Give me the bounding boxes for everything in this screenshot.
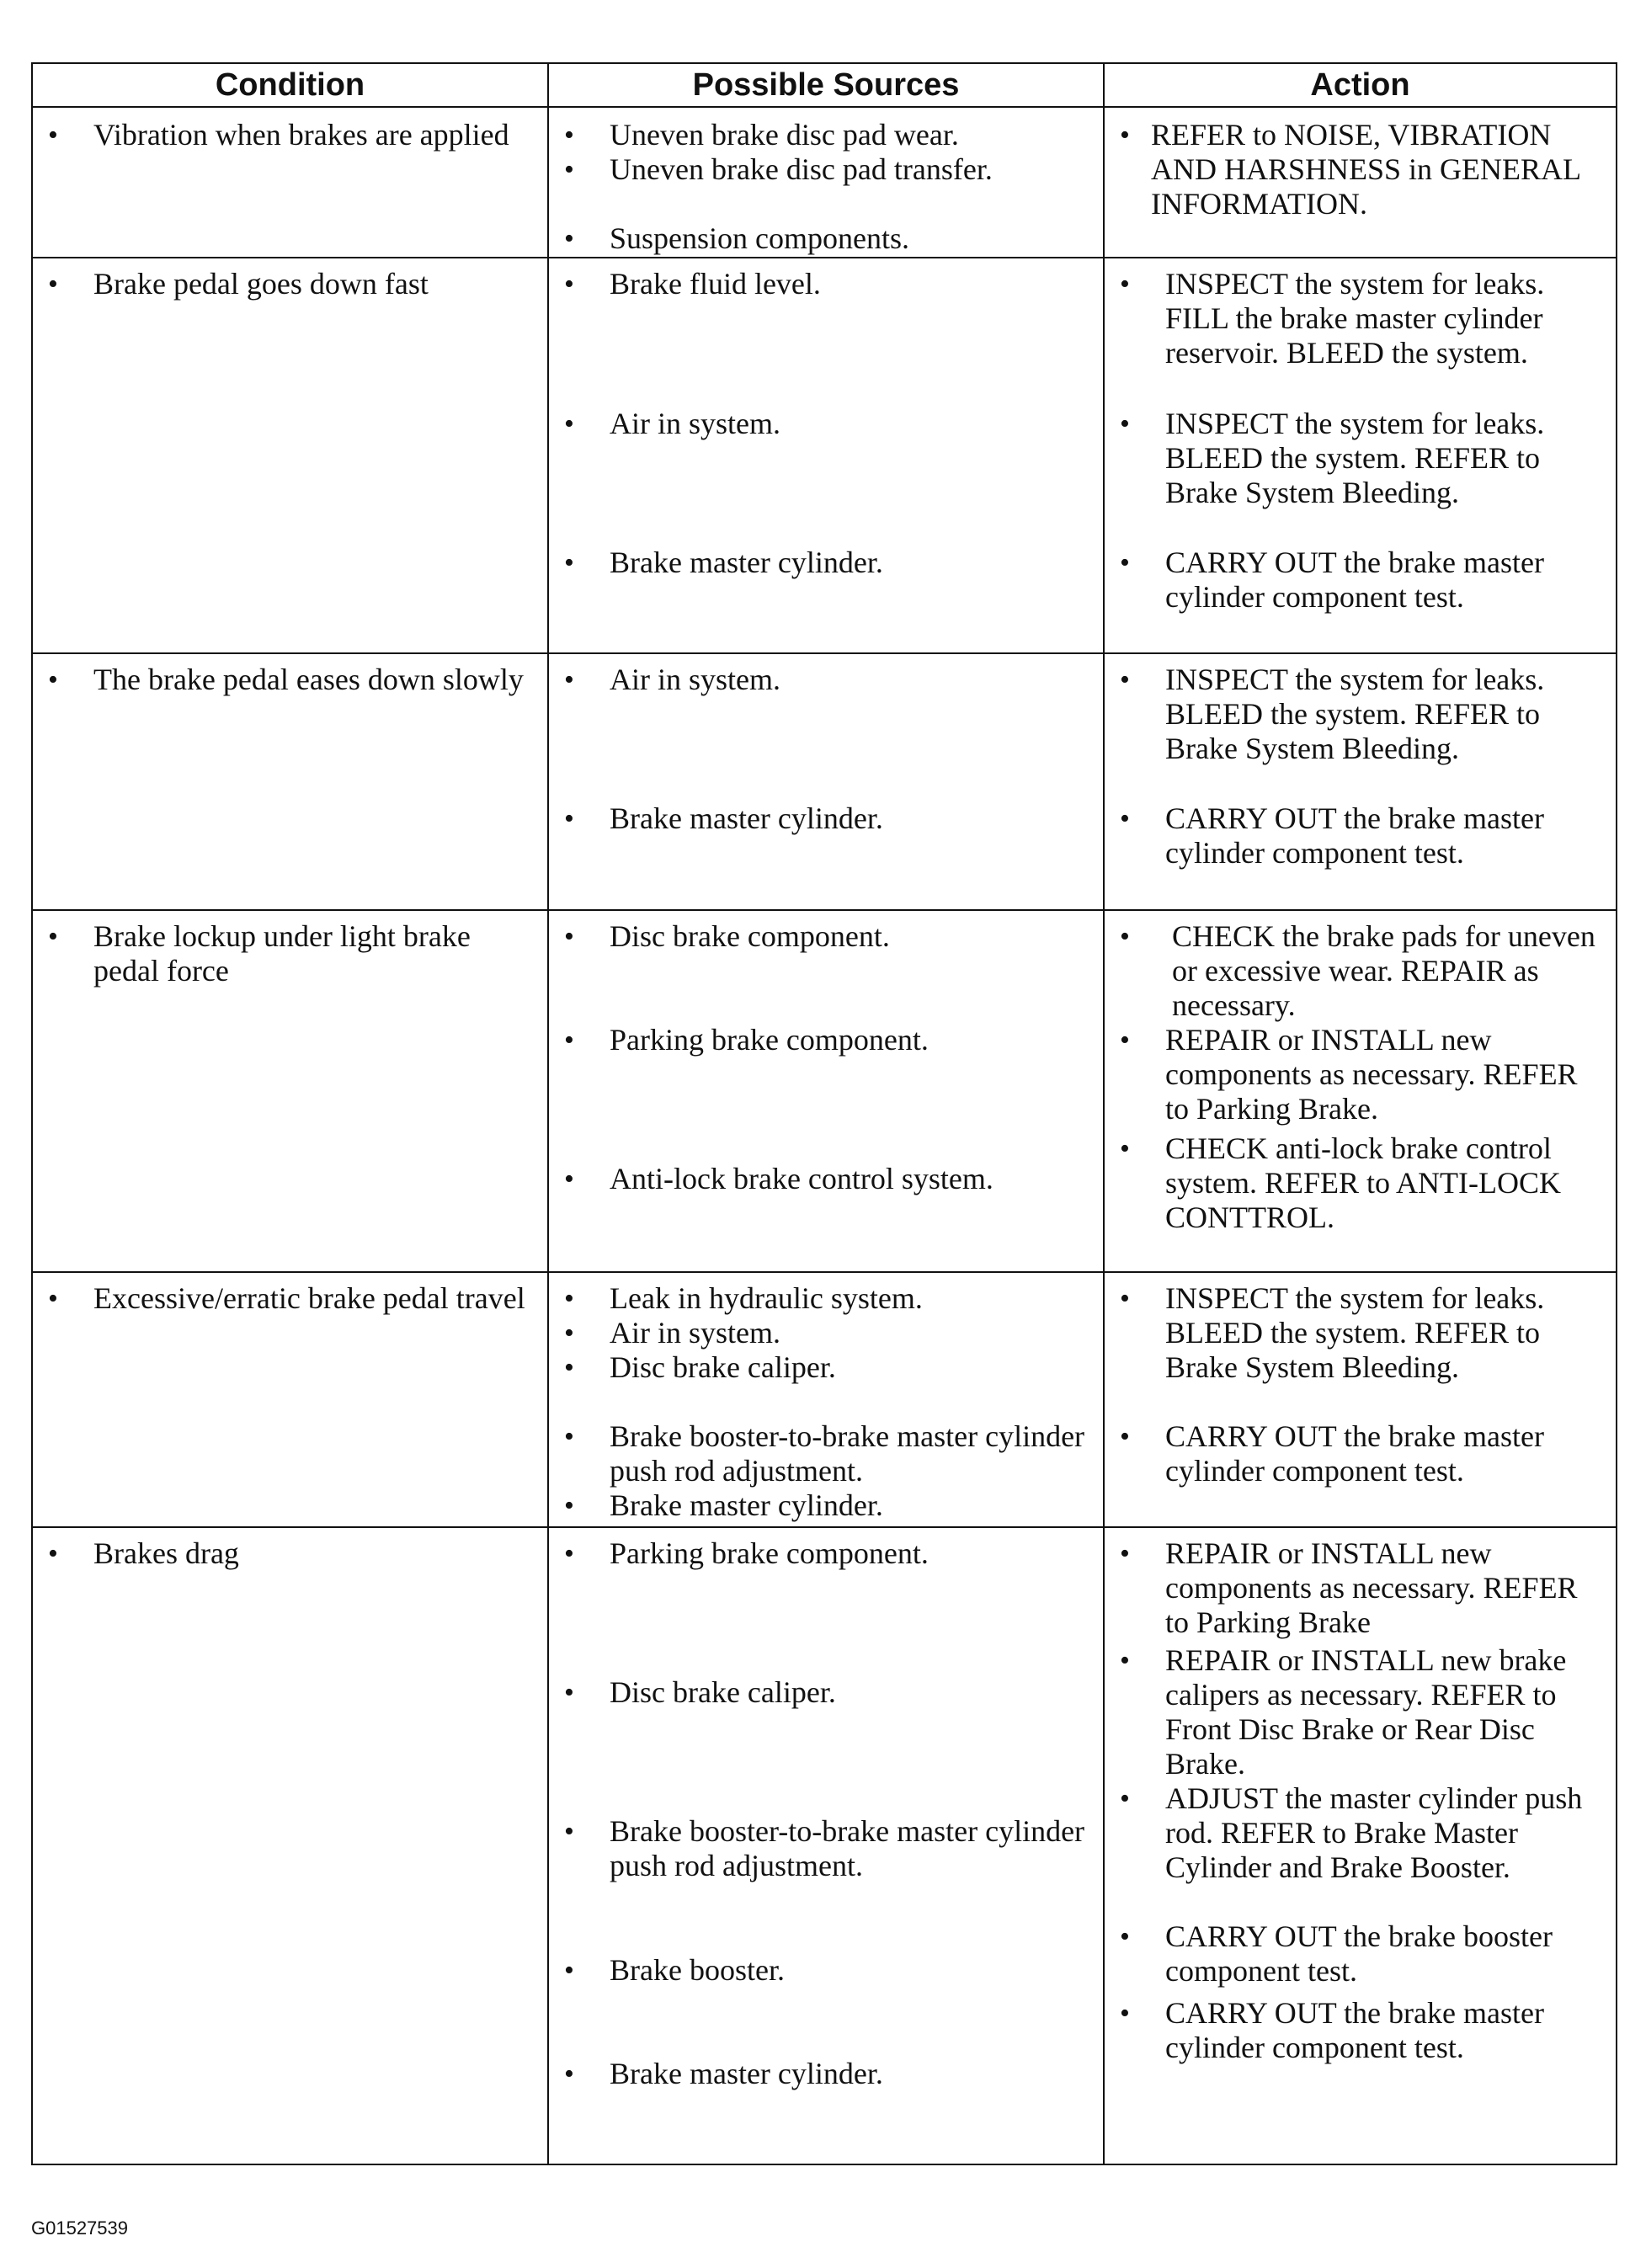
condition-item: • Brakes drag <box>48 1536 239 1570</box>
source-item: • Parking brake component. <box>564 1023 929 1057</box>
condition-cell <box>32 258 548 653</box>
source-item: • Brake booster. <box>564 1953 785 1987</box>
source-item: • Uneven brake disc pad wear. <box>564 118 959 152</box>
source-item: • Air in system. <box>564 663 780 696</box>
condition-item: • Vibration when brakes are applied <box>48 118 509 152</box>
sources-cell <box>548 258 1104 653</box>
table-row <box>32 258 1617 653</box>
table-row <box>32 653 1617 910</box>
source-item: • Disc brake caliper. <box>564 1675 836 1709</box>
header-action: Action <box>1104 63 1617 107</box>
source-item: • Anti-lock brake control system. <box>564 1162 993 1195</box>
condition-item: • Excessive/erratic brake pedal travel <box>48 1281 525 1315</box>
table-row <box>32 1527 1617 2164</box>
action-item: • INSPECT the system for leaks. BLEED the system. REFER to Brake System Bleeding. <box>1120 663 1545 765</box>
action-item: • INSPECT the system for leaks. BLEED the system. REFER to Brake System Bleeding. <box>1120 407 1545 509</box>
condition-cell <box>32 1527 548 2164</box>
table-row <box>32 1272 1617 1527</box>
header-row <box>32 63 1617 107</box>
action-item: • CARRY OUT the brake master cylinder component test. <box>1120 546 1544 614</box>
condition-item: • Brake lockup under light brake pedal force <box>48 919 471 988</box>
action-item: • INSPECT the system for leaks. FILL the brake master cylinder reservoir. BLEED the system. <box>1120 267 1545 370</box>
action-cell <box>1104 910 1617 1272</box>
action-cell <box>1104 1527 1617 2164</box>
action-cell <box>1104 107 1617 258</box>
source-item: • Brake booster-to-brake master cylinder push rod adjustment. <box>564 1419 1085 1488</box>
table-row <box>32 107 1617 258</box>
table-row <box>32 910 1617 1272</box>
sources-cell <box>548 107 1104 258</box>
header-condition: Condition <box>32 63 548 107</box>
figure-id: G01527539 <box>31 2217 128 2239</box>
condition-item: • Brake pedal goes down fast <box>48 267 429 301</box>
source-item: • Air in system. <box>564 407 780 440</box>
source-item: • Disc brake caliper. <box>564 1350 836 1384</box>
action-item: • ADJUST the master cylinder push rod. REFER to Brake Master Cylinder and Brake Booster. <box>1120 1781 1583 1884</box>
action-item: • CHECK anti-lock brake control system. REFER to ANTI-LOCK CONTTROL. <box>1120 1131 1562 1234</box>
source-item: • Brake master cylinder. <box>564 801 883 835</box>
action-item: • REFER to NOISE, VIBRATION AND HARSHNESS in GENERAL INFORMATION. <box>1120 118 1580 221</box>
source-item: • Brake booster-to-brake master cylinder push rod adjustment. <box>564 1814 1085 1882</box>
action-item: • REPAIR or INSTALL new brake calipers as necessary. REFER to Front Disc Brake or Rear Disc Brake. <box>1120 1643 1567 1781</box>
sources-cell <box>548 1527 1104 2164</box>
action-item: • CARRY OUT the brake master cylinder component test. <box>1120 801 1544 870</box>
source-item: • Brake master cylinder. <box>564 546 883 579</box>
source-item: • Suspension components. <box>564 221 909 255</box>
action-cell <box>1104 653 1617 910</box>
source-item: • Disc brake component. <box>564 919 890 953</box>
action-item: • REPAIR or INSTALL new components as necessary. REFER to Parking Brake <box>1120 1536 1578 1639</box>
source-item: • Parking brake component. <box>564 1536 929 1570</box>
source-item: • Air in system. <box>564 1316 780 1350</box>
sources-cell <box>548 910 1104 1272</box>
action-item: • CHECK the brake pads for uneven or excessive wear. REPAIR as necessary. <box>1120 919 1595 1022</box>
source-item: • Brake fluid level. <box>564 267 821 301</box>
condition-item: • The brake pedal eases down slowly <box>48 663 524 696</box>
action-cell <box>1104 1272 1617 1527</box>
diagnosis-table <box>31 62 1617 2165</box>
action-item: • CARRY OUT the brake booster component test. <box>1120 1919 1553 1988</box>
header-possible-sources: Possible Sources <box>548 63 1104 107</box>
action-item: • CARRY OUT the brake master cylinder component test. <box>1120 1419 1544 1488</box>
action-item: • CARRY OUT the brake master cylinder component test. <box>1120 1996 1544 2064</box>
action-item: • REPAIR or INSTALL new components as necessary. REFER to Parking Brake. <box>1120 1023 1578 1126</box>
condition-cell <box>32 107 548 258</box>
condition-cell <box>32 910 548 1272</box>
source-item: • Brake master cylinder. <box>564 1488 883 1522</box>
condition-cell <box>32 1272 548 1527</box>
sources-cell <box>548 1272 1104 1527</box>
action-item: • INSPECT the system for leaks. BLEED the system. REFER to Brake System Bleeding. <box>1120 1281 1545 1384</box>
source-item: • Brake master cylinder. <box>564 2057 883 2090</box>
source-item: • Uneven brake disc pad transfer. <box>564 152 993 186</box>
source-item: • Leak in hydraulic system. <box>564 1281 923 1315</box>
action-cell <box>1104 258 1617 653</box>
condition-cell <box>32 653 548 910</box>
sources-cell <box>548 653 1104 910</box>
